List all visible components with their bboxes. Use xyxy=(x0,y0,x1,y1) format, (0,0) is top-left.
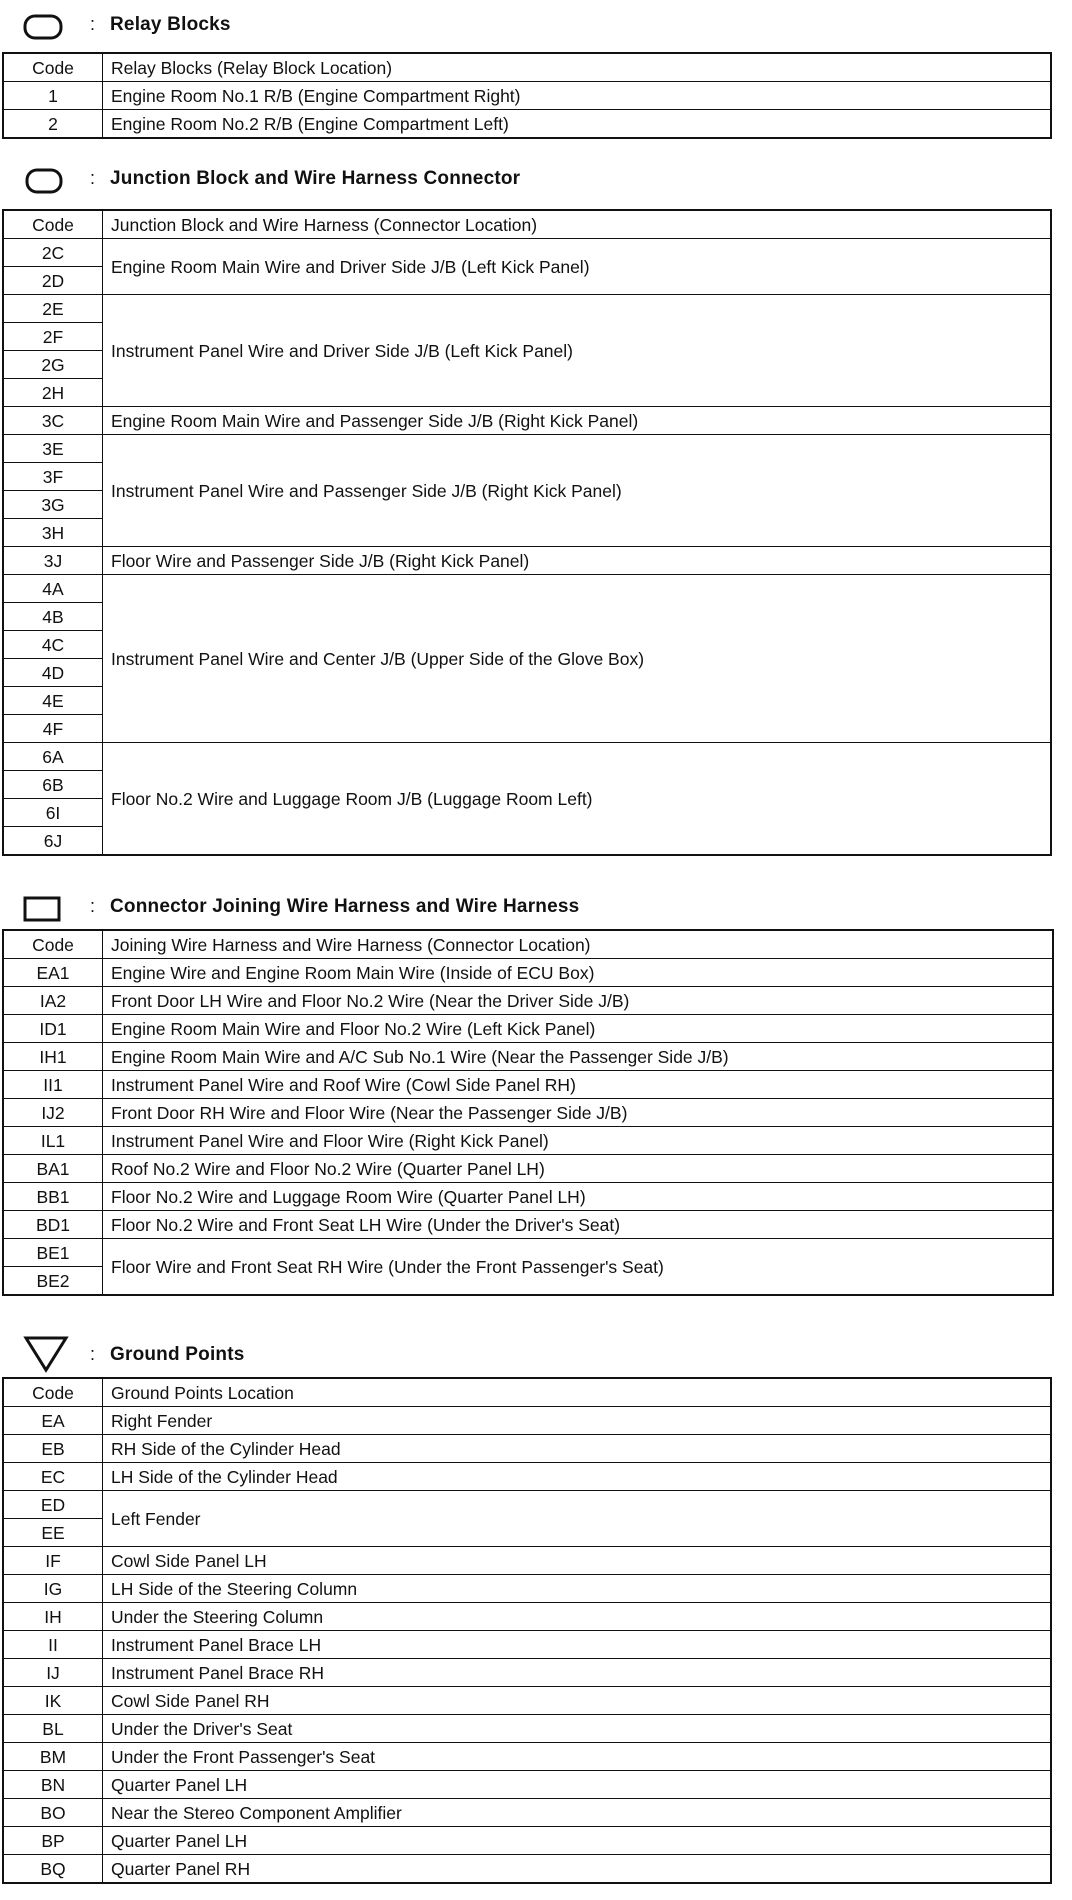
code-cell: 3J xyxy=(3,547,103,575)
code-cell: 2C xyxy=(3,239,103,267)
code-cell: 3E xyxy=(3,435,103,463)
table-row xyxy=(3,110,1051,139)
header-colon: : xyxy=(90,14,96,34)
location-cell: Front Door RH Wire and Floor Wire (Near the Passenger Side J/B) xyxy=(103,1099,1054,1127)
code-cell: BM xyxy=(3,1743,103,1771)
section-title: Connector Joining Wire Harness and Wire Harness xyxy=(110,896,580,917)
column-header-location: Junction Block and Wire Harness (Connector Location) xyxy=(103,210,1052,239)
section-title: Junction Block and Wire Harness Connector xyxy=(110,168,521,189)
location-cell: Engine Wire and Engine Room Main Wire (Inside of ECU Box) xyxy=(103,959,1054,987)
code-cell: IG xyxy=(3,1575,103,1603)
code-cell: 2 xyxy=(3,110,103,139)
location-cell: Instrument Panel Wire and Passenger Side J/B (Right Kick Panel) xyxy=(103,435,1052,547)
table-row xyxy=(3,1211,1053,1239)
table-row xyxy=(3,1547,1051,1575)
code-cell: 2G xyxy=(3,351,103,379)
table-row xyxy=(3,1099,1053,1127)
table-row xyxy=(3,1631,1051,1659)
table-row xyxy=(3,82,1051,110)
code-cell: 4B xyxy=(3,603,103,631)
location-cell: Front Door LH Wire and Floor No.2 Wire (Near the Driver Side J/B) xyxy=(103,987,1054,1015)
code-cell: BA1 xyxy=(3,1155,103,1183)
table-row xyxy=(3,1015,1053,1043)
code-cell: 6A xyxy=(3,743,103,771)
code-cell: EE xyxy=(3,1519,103,1547)
location-cell: Floor Wire and Front Seat RH Wire (Under the Front Passenger's Seat) xyxy=(103,1239,1054,1296)
code-cell: 3H xyxy=(3,519,103,547)
relay-blocks-table xyxy=(2,52,1052,139)
table-row xyxy=(3,1155,1053,1183)
table-row xyxy=(3,743,1051,771)
header-colon: : xyxy=(90,896,96,916)
table-row xyxy=(3,1071,1053,1099)
table-row xyxy=(3,575,1051,603)
code-cell: IH xyxy=(3,1603,103,1631)
code-cell: 6I xyxy=(3,799,103,827)
code-cell: BP xyxy=(3,1827,103,1855)
location-cell: Cowl Side Panel LH xyxy=(103,1547,1052,1575)
section-title: Relay Blocks xyxy=(110,14,231,35)
code-cell: IH1 xyxy=(3,1043,103,1071)
header-colon: : xyxy=(90,168,96,188)
location-cell: Quarter Panel LH xyxy=(103,1827,1052,1855)
code-cell: IL1 xyxy=(3,1127,103,1155)
code-cell: 6J xyxy=(3,827,103,856)
location-cell: Instrument Panel Brace RH xyxy=(103,1659,1052,1687)
location-cell: Under the Driver's Seat xyxy=(103,1715,1052,1743)
table-row xyxy=(3,1743,1051,1771)
code-cell: II1 xyxy=(3,1071,103,1099)
table-row xyxy=(3,1491,1051,1519)
table-row xyxy=(3,1659,1051,1687)
code-cell: IJ xyxy=(3,1659,103,1687)
code-cell: 2F xyxy=(3,323,103,351)
code-cell: II xyxy=(3,1631,103,1659)
table-row xyxy=(3,547,1051,575)
location-cell: LH Side of the Cylinder Head xyxy=(103,1463,1052,1491)
header-colon: : xyxy=(90,1344,96,1364)
location-cell: Under the Steering Column xyxy=(103,1603,1052,1631)
location-cell: Engine Room No.2 R/B (Engine Compartment Left) xyxy=(103,110,1052,139)
location-cell: LH Side of the Steering Column xyxy=(103,1575,1052,1603)
table-row xyxy=(3,1771,1051,1799)
code-cell: 6B xyxy=(3,771,103,799)
table-row xyxy=(3,1855,1051,1884)
code-cell: BQ xyxy=(3,1855,103,1884)
location-cell: Quarter Panel LH xyxy=(103,1771,1052,1799)
location-cell: Floor No.2 Wire and Front Seat LH Wire (Under the Driver's Seat) xyxy=(103,1211,1054,1239)
location-cell: Floor No.2 Wire and Luggage Room J/B (Luggage Room Left) xyxy=(103,743,1052,856)
code-cell: EC xyxy=(3,1463,103,1491)
ground-points-table xyxy=(2,1377,1052,1884)
code-cell: 4E xyxy=(3,687,103,715)
table-row xyxy=(3,1239,1053,1267)
location-cell: Engine Room Main Wire and Passenger Side J/B (Right Kick Panel) xyxy=(103,407,1052,435)
location-cell: Floor Wire and Passenger Side J/B (Right Kick Panel) xyxy=(103,547,1052,575)
column-header-location: Ground Points Location xyxy=(103,1378,1052,1407)
code-cell: IF xyxy=(3,1547,103,1575)
location-cell: Floor No.2 Wire and Luggage Room Wire (Quarter Panel LH) xyxy=(103,1183,1054,1211)
code-cell: EB xyxy=(3,1435,103,1463)
location-cell: Instrument Panel Wire and Center J/B (Upper Side of the Glove Box) xyxy=(103,575,1052,743)
location-cell: Engine Room Main Wire and Driver Side J/B (Left Kick Panel) xyxy=(103,239,1052,295)
code-cell: EA1 xyxy=(3,959,103,987)
code-cell: IA2 xyxy=(3,987,103,1015)
table-row xyxy=(3,295,1051,323)
location-cell: Left Fender xyxy=(103,1491,1052,1547)
code-cell: ID1 xyxy=(3,1015,103,1043)
code-cell: BE1 xyxy=(3,1239,103,1267)
location-cell: Right Fender xyxy=(103,1407,1052,1435)
column-header-code: Code xyxy=(3,210,103,239)
code-cell: 4D xyxy=(3,659,103,687)
location-cell: Cowl Side Panel RH xyxy=(103,1687,1052,1715)
table-row xyxy=(3,987,1053,1015)
code-cell: IK xyxy=(3,1687,103,1715)
code-cell: 2E xyxy=(3,295,103,323)
code-cell: BD1 xyxy=(3,1211,103,1239)
location-cell: Engine Room No.1 R/B (Engine Compartment Right) xyxy=(103,82,1052,110)
code-cell: BB1 xyxy=(3,1183,103,1211)
location-cell: Roof No.2 Wire and Floor No.2 Wire (Quarter Panel LH) xyxy=(103,1155,1054,1183)
code-cell: ED xyxy=(3,1491,103,1519)
square-icon xyxy=(22,894,66,924)
code-cell: 3G xyxy=(3,491,103,519)
code-cell: BN xyxy=(3,1771,103,1799)
code-cell: 4A xyxy=(3,575,103,603)
column-header-location: Relay Blocks (Relay Block Location) xyxy=(103,53,1052,82)
rounded-rect-icon xyxy=(22,166,66,196)
code-cell: EA xyxy=(3,1407,103,1435)
location-cell: Near the Stereo Component Amplifier xyxy=(103,1799,1052,1827)
rounded-rect-icon xyxy=(22,12,66,42)
code-cell: BE2 xyxy=(3,1267,103,1296)
section-title: Ground Points xyxy=(110,1344,245,1365)
location-cell: Engine Room Main Wire and A/C Sub No.1 Wire (Near the Passenger Side J/B) xyxy=(103,1043,1054,1071)
code-cell: IJ2 xyxy=(3,1099,103,1127)
triangle-down-icon xyxy=(22,1334,70,1374)
table-row xyxy=(3,1435,1051,1463)
table-header-row xyxy=(3,210,1051,239)
table-row xyxy=(3,239,1051,267)
code-cell: 4C xyxy=(3,631,103,659)
code-cell: BL xyxy=(3,1715,103,1743)
table-row xyxy=(3,407,1051,435)
code-cell: 1 xyxy=(3,82,103,110)
table-row xyxy=(3,1127,1053,1155)
location-cell: Instrument Panel Brace LH xyxy=(103,1631,1052,1659)
table-row xyxy=(3,435,1051,463)
junction-blocks-table xyxy=(2,209,1052,856)
location-cell: Quarter Panel RH xyxy=(103,1855,1052,1884)
location-cell: Instrument Panel Wire and Roof Wire (Cowl Side Panel RH) xyxy=(103,1071,1054,1099)
table-row xyxy=(3,1043,1053,1071)
code-cell: BO xyxy=(3,1799,103,1827)
table-row xyxy=(3,1183,1053,1211)
code-cell: 3C xyxy=(3,407,103,435)
table-row xyxy=(3,1407,1051,1435)
table-row xyxy=(3,959,1053,987)
location-cell: Under the Front Passenger's Seat xyxy=(103,1743,1052,1771)
table-header-row xyxy=(3,930,1053,959)
table-row xyxy=(3,1575,1051,1603)
table-row xyxy=(3,1715,1051,1743)
location-cell: RH Side of the Cylinder Head xyxy=(103,1435,1052,1463)
table-row xyxy=(3,1687,1051,1715)
table-row xyxy=(3,1827,1051,1855)
table-header-row xyxy=(3,53,1051,82)
table-row xyxy=(3,1463,1051,1491)
table-header-row xyxy=(3,1378,1051,1407)
code-cell: 4F xyxy=(3,715,103,743)
table-row xyxy=(3,1603,1051,1631)
column-header-code: Code xyxy=(3,1378,103,1407)
connectors-table xyxy=(2,929,1054,1296)
code-cell: 3F xyxy=(3,463,103,491)
table-row xyxy=(3,1799,1051,1827)
column-header-location: Joining Wire Harness and Wire Harness (Connector Location) xyxy=(103,930,1054,959)
location-cell: Instrument Panel Wire and Floor Wire (Right Kick Panel) xyxy=(103,1127,1054,1155)
location-cell: Instrument Panel Wire and Driver Side J/B (Left Kick Panel) xyxy=(103,295,1052,407)
column-header-code: Code xyxy=(3,53,103,82)
code-cell: 2H xyxy=(3,379,103,407)
code-cell: 2D xyxy=(3,267,103,295)
location-cell: Engine Room Main Wire and Floor No.2 Wire (Left Kick Panel) xyxy=(103,1015,1054,1043)
column-header-code: Code xyxy=(3,930,103,959)
